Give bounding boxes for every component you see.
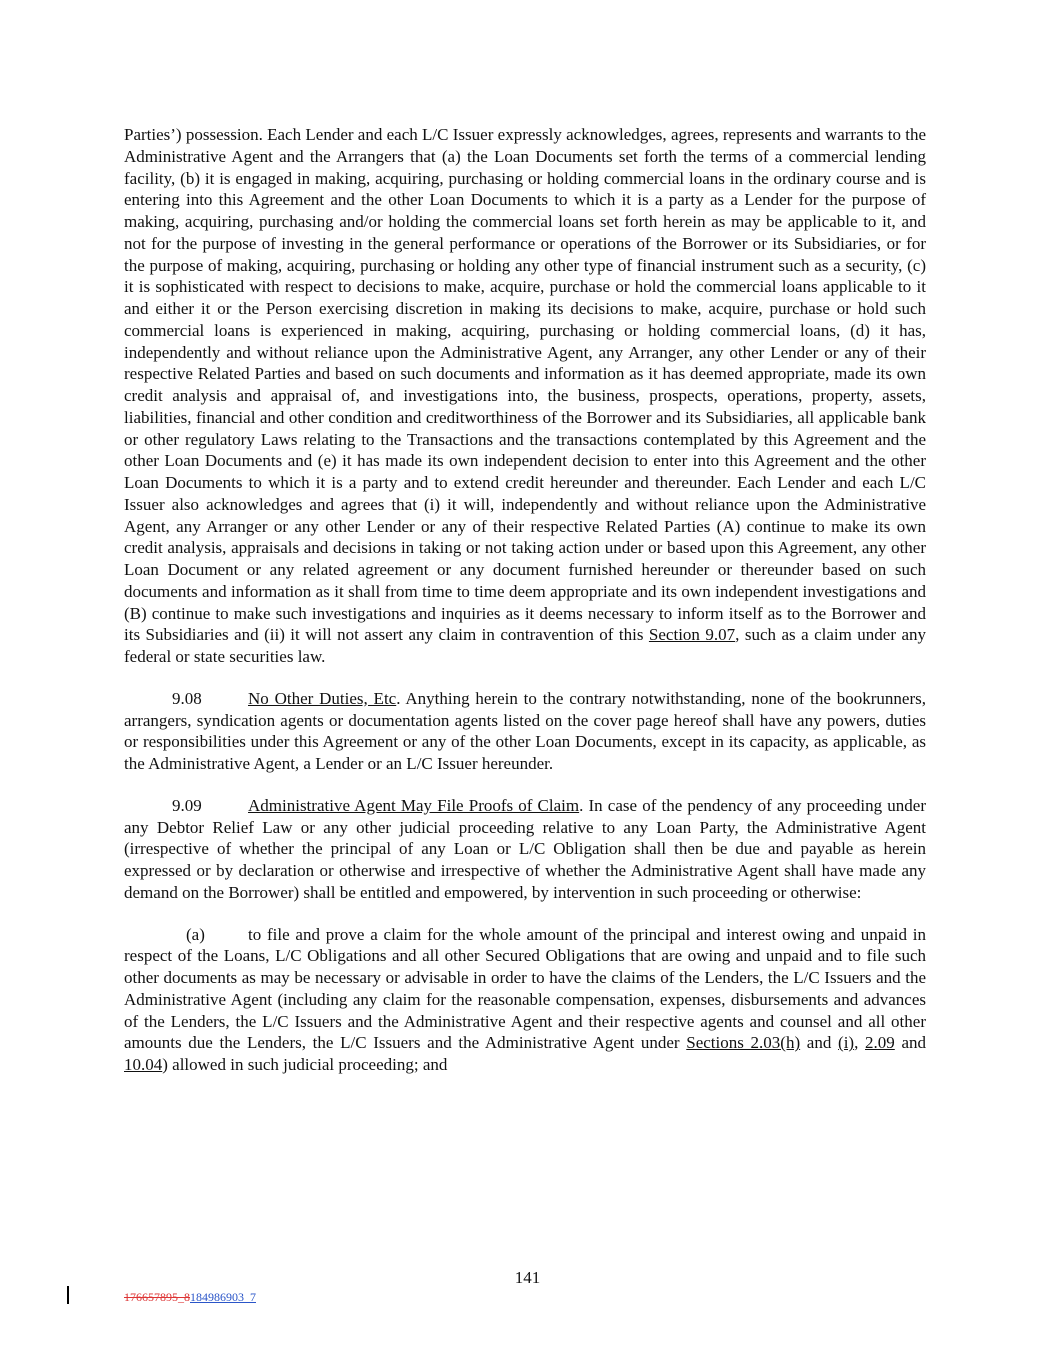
- document-body: [124, 124, 926, 1076]
- conjunction: and: [894, 1033, 927, 1053]
- section-ref-10-04: 10.04: [124, 1055, 163, 1074]
- subsection-label: (a): [186, 924, 205, 944]
- section-ref-i: (i): [838, 1033, 855, 1053]
- doc-id-deleted: 176657895_8: [124, 1290, 190, 1304]
- section-ref-9-07: Section 9.07: [648, 625, 736, 645]
- conjunction: and: [800, 1033, 839, 1053]
- section-9-09: [124, 795, 926, 904]
- doc-id-inserted: 184986903_7: [190, 1290, 256, 1304]
- section-9-08: [124, 688, 926, 775]
- subsection-text: to file and prove a claim for the whole amount of the principal and interest owing and unpaid in respect of the Loans, L/C Obligations and all other Secured Obligations that are owing and unpaid and to file such other documents as may be necessary or advisable in order to have the claims of the Lenders, the L/C Issuers and the Administrative Agent (including any claim for the reasonable compensation, expenses, disbursements and advances of the Lenders, the L/C Issuers and the Administrative Agent and their respective agents and counsel and all other amounts due the Lenders, the L/C Issuers and the Administrative Agent under: [124, 924, 926, 1053]
- section-title: No Other Duties, Etc: [248, 688, 397, 708]
- subsection-text-end: ) allowed in such judicial proceeding; and: [162, 1055, 448, 1074]
- page-number: 141: [514, 1268, 541, 1287]
- subsection-a: [124, 924, 926, 1076]
- document-id: [124, 1290, 256, 1305]
- section-text: . Anything herein to the contrary notwithstanding, none of the bookrunners, arrangers, syndication agents or documentation agents listed on the cover page hereof shall have any powers, duties or responsibilities under this Agreement or any of the other Loan Documents, except in its capacity, as applicable, as the Administrative Agent, a Lender or an L/C Issuer hereunder.: [124, 688, 926, 773]
- section-number: 9.08: [172, 688, 202, 708]
- paragraph-9-07-continuation: [124, 124, 926, 668]
- section-text: . In case of the pendency of any proceeding under any Debtor Relief Law or any other judicial proceeding relative to any Loan Party, the Administrative Agent (irrespective of whether the principal of any Loan or L/C Obligation shall then be due and payable as herein expressed or by declaration or otherwise and irrespective of whether the Administrative Agent shall have made any demand on the Borrower) shall be entitled and empowered, by intervention in such proceeding or otherwise:: [124, 795, 926, 902]
- section-ref-2-03h: Sections 2.03(h): [686, 1033, 801, 1053]
- section-ref-2-09: 2.09: [865, 1033, 895, 1053]
- section-number: 9.09: [172, 795, 202, 815]
- separator: ,: [854, 1033, 866, 1053]
- section-title: Administrative Agent May File Proofs of Claim: [248, 795, 580, 815]
- para-text-end: , such as a claim under any federal or state securities law.: [124, 625, 926, 666]
- para-text: Parties’) possession. Each Lender and each L/C Issuer expressly acknowledges, agrees, represents and warrants to the Administrative Agent and the Arrangers that (a) the Loan Documents set forth the terms of a commercial lending facility, (b) it is engaged in making, acquiring, purchasing or holding commercial loans in the ordinary course and is entering into this Agreement and the other Loan Documents to which it is a party as a Lender for the purpose of making, acquiring, purchasing and/or holding the commercial loans set forth herein as may be applicable to it, and not for the purpose of investing in the general performance or operations of the Borrower or its Subsidiaries, or for the purpose of making, acquiring, purchasing or holding any other type of financial instrument such as a security, (c) it is sophisticated with respect to decisions to make, acquire, purchase or hold the commercial loans applicable to it and either it or the Person exercising discretion in making its decisions to make, acquire, purchase or hold such commercial loans is experienced in making, acquiring, purchasing or holding commercial loans, (d) it has, independently and without reliance upon the Administrative Agent, any Arranger, any other Lender or any of their respective Related Parties and based on such documents and information as it has deemed appropriate, made its own credit analysis and appraisal of, and investigations into, the business, prospects, operations, property, assets, liabilities, financial and other condition and creditworthiness of the Borrower and its Subsidiaries, all applicable bank or other regulatory Laws relating to the Transactions and the transactions contemplated by this Agreement and the other Loan Documents and (e) it has made its own independent decision to enter into this Agreement and the other Loan Documents to which it is a party and to extend credit hereunder and thereunder. Each Lender and each L/C Issuer also acknowledges and agrees that (i) it will, independently and without reliance upon the Administrative Agent, any Arranger or any other Lender or any of their respective Related Parties (A) continue to make its own credit analysis, appraisals and decisions in taking or not taking action under or based upon this Agreement, any other Loan Document or any related agreement or any document furnished hereunder or thereunder based on such documents and information as it shall from time to time deem appropriate and its own independent investigations and (B) continue to make such investigations and inquiries as it deems necessary to inform itself as to the Borrower and its Subsidiaries and (ii) it will not assert any claim in contravention of this: [124, 125, 926, 645]
- change-bar: [67, 1286, 69, 1304]
